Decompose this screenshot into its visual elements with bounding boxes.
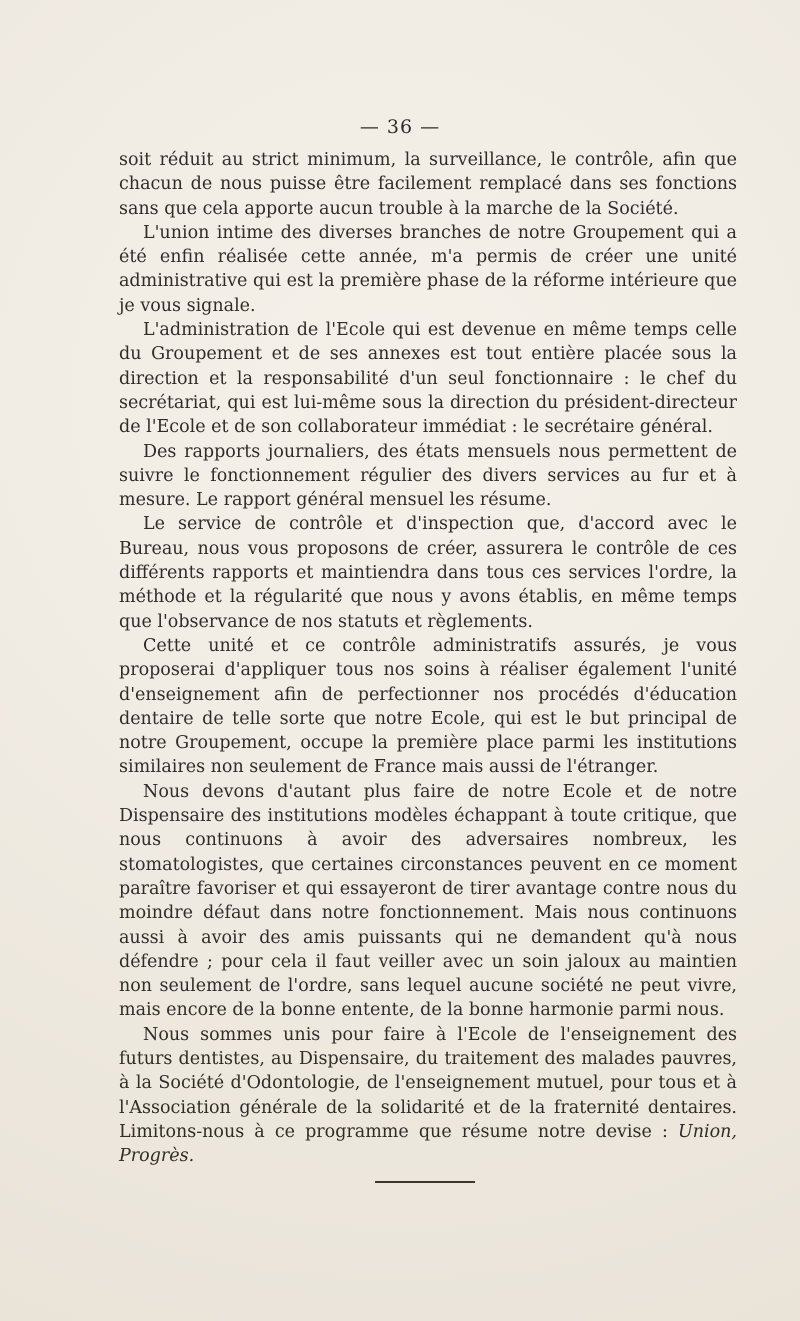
paragraph-6: Cette unité et ce contrôle administratifs assurés, je vous proposerai d'appliquer tous nos soins à réaliser également l'unité d'enseignement afin de perfectionner nos procédés d'éducation dentaire de telle sorte que notre Ecole, qui est le but principal de notre Groupement, occupe la première place parmi les institutions similaires non seulement de France mais aussi de l'étranger. (119, 635, 737, 778)
paragraph-4: Des rapports journaliers, des états mensuels nous permettent de suivre le fonctionnement régulier des divers services au fur et à mesure. Le rapport général mensuel les résume. (119, 441, 737, 511)
paragraph-8-text: Nous sommes unis pour faire à l'Ecole de l'enseignement des futurs dentistes, au Dispensaire, du traitement des malades pauvres, à la Société d'Odontologie, de l'enseignement mutuel, pour tous et à l'Association générale de la solidarité et de la fraternité dentaires. Limitons-nous à ce programme que résume notre devise : (119, 1024, 737, 1142)
body-text (119, 148, 737, 1168)
paragraph-2: L'union intime des diverses branches de notre Groupement qui a été enfin réalisée cette année, m'a permis de créer une unité administrative qui est la première phase de la réforme intérieure que je vous signale. (119, 222, 737, 316)
motto: Union, Progrès. (119, 1121, 737, 1167)
paragraph-8 (119, 1023, 737, 1169)
page-number: — 36 — (359, 116, 441, 138)
paragraph-3: L'administration de l'Ecole qui est devenue en même temps celle du Groupement et de ses annexes est tout entière placée sous la direction et la responsabilité d'un seul fonctionnaire : le chef du secrétariat, qui est lui-même sous la direction du président-directeur de l'Ecole et de son collaborateur immédiat : le secrétaire général. (119, 320, 737, 438)
paragraph-7: Nous devons d'autant plus faire de notre Ecole et de notre Dispensaire des institutions modèles échappant à toute critique, que nous continuons à avoir des adversaires nombreux, les stomatologistes, que certaines circonstances peuvent en ce moment paraître favoriser et qui essayeront de tirer avantage contre nous du moindre défaut dans notre fonctionnement. Mais nous continuons aussi à avoir des amis puissants qui ne demandent qu'à nous défendre ; pour cela il faut veiller avec un soin jaloux au maintien non seulement de l'ordre, sans lequel aucune société ne peut vivre, mais encore de la bonne entente, de la bonne harmonie parmi nous. (119, 781, 737, 1021)
end-rule (375, 1181, 475, 1183)
paragraph-1: soit réduit au strict minimum, la surveillance, le contrôle, afin que chacun de nous puisse être facilement remplacé dans ses fonctions sans que cela apporte aucun trouble à la marche de la Société. (119, 150, 737, 219)
paragraph-5: Le service de contrôle et d'inspection que, d'accord avec le Bureau, nous vous proposons de créer, assurera le contrôle de ces différents rapports et maintiendra dans tous ces services l'ordre, la méthode et la régularité que nous y avons établis, en même temps que l'observance de nos statuts et règlements. (119, 514, 737, 632)
